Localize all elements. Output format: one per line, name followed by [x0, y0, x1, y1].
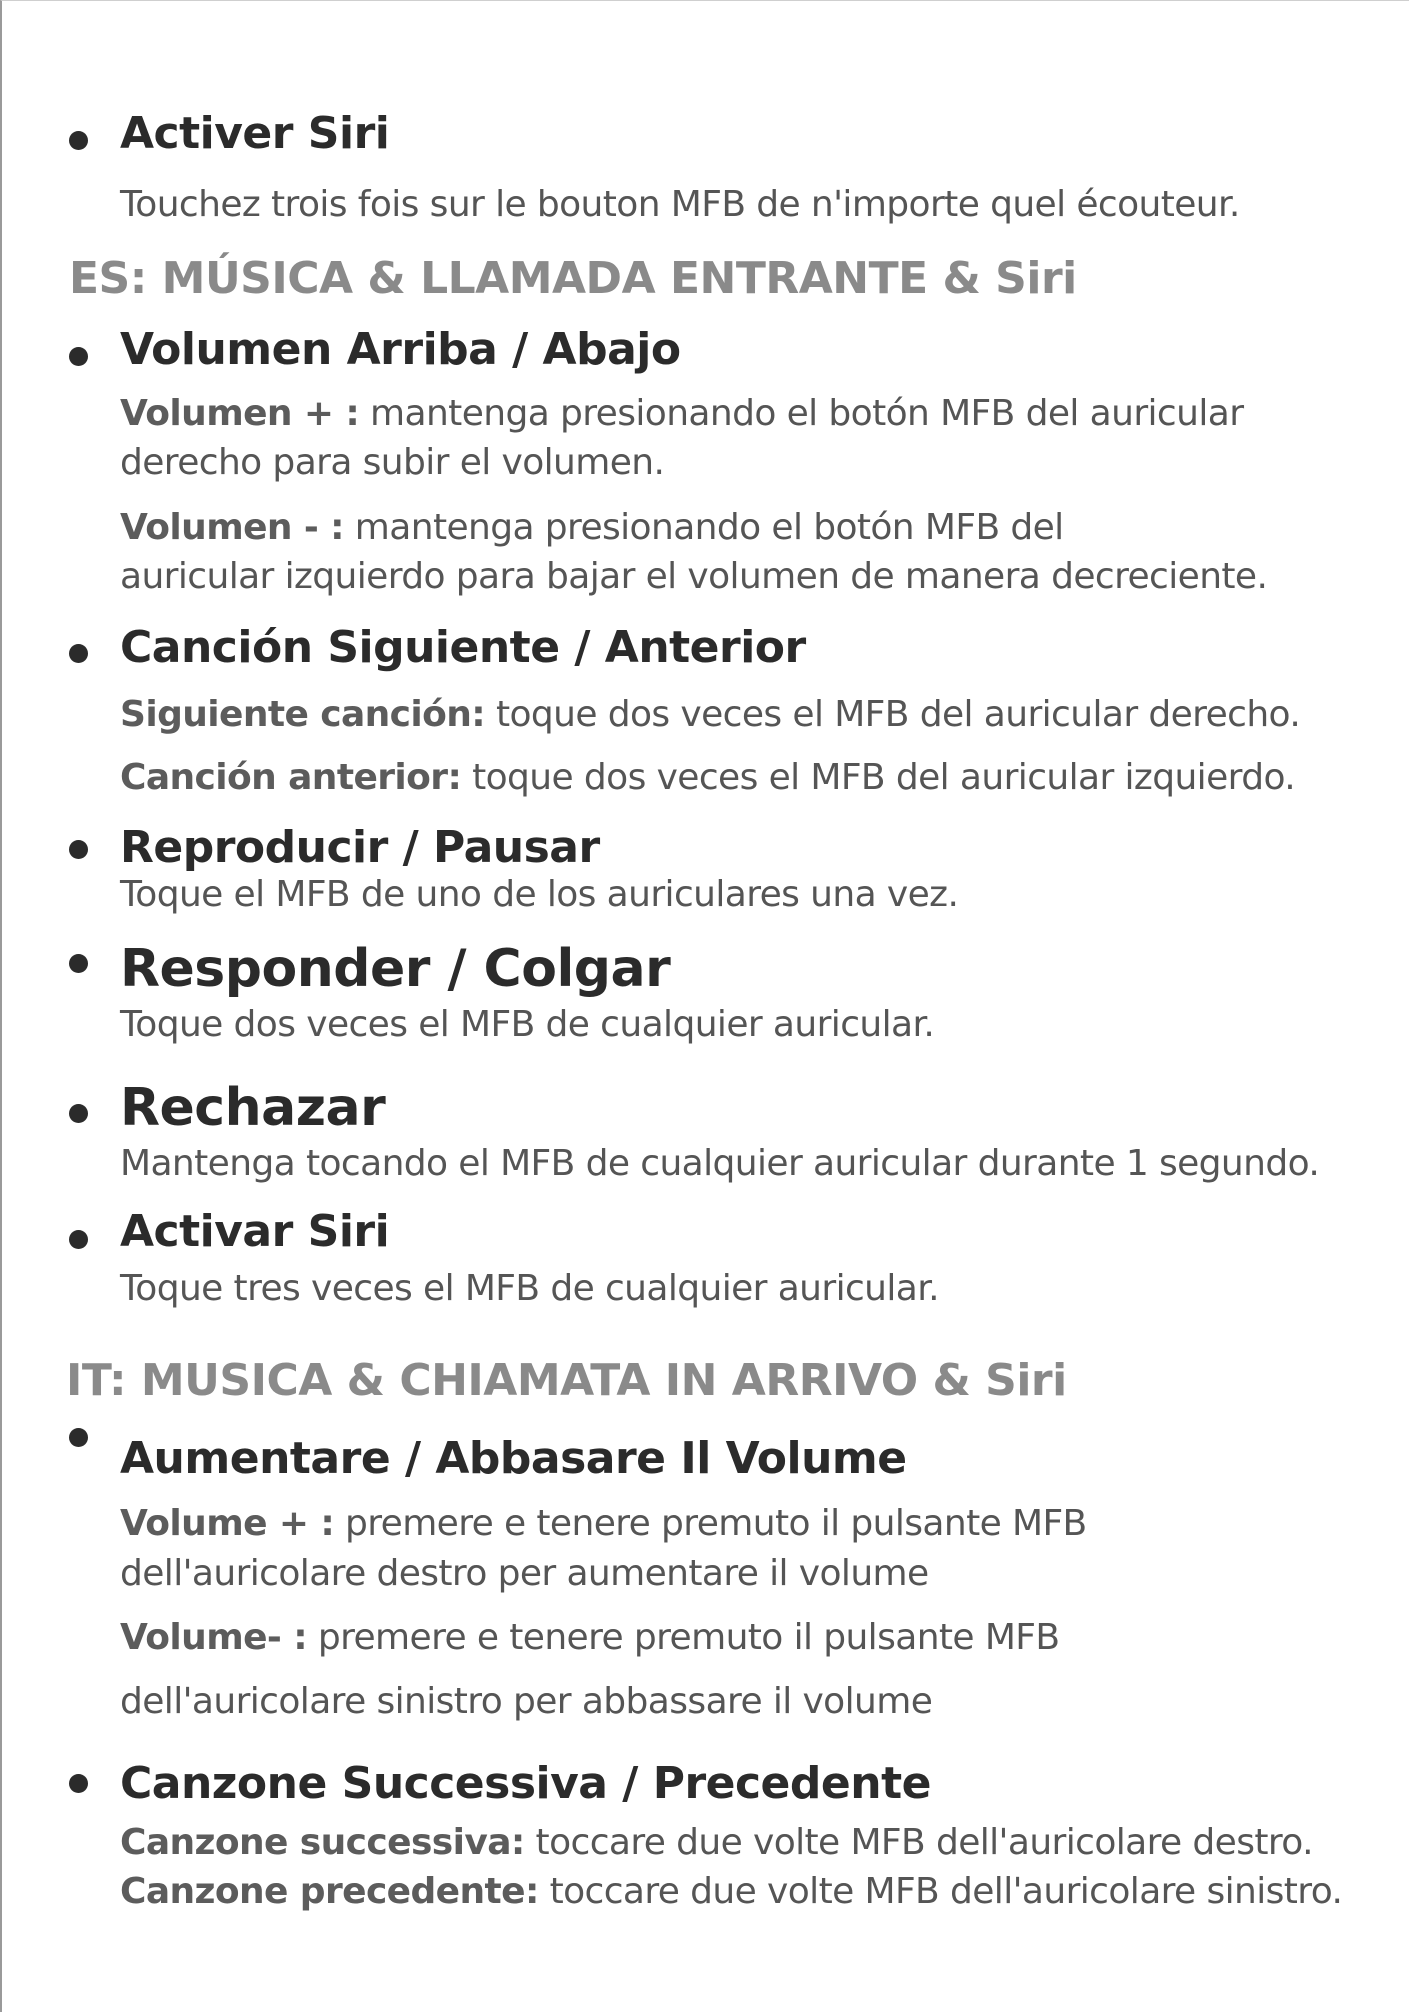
bullet-icon: [69, 954, 88, 973]
es-siri-desc: Toque tres veces el MFB de cualquier auricular.: [120, 1268, 939, 1309]
es-track-next: [120, 694, 1300, 735]
it-volume-down-label: Volume- :: [120, 1617, 307, 1658]
es-answer-desc: Toque dos veces el MFB de cualquier auricular.: [120, 1004, 935, 1045]
it-volume-up-line2: dell'auricolare destro per aumentare il volume: [120, 1553, 929, 1594]
es-reject-title: Rechazar: [120, 1078, 386, 1138]
it-section-title: IT: MUSICA & CHIAMATA IN ARRIVO & Siri: [66, 1355, 1067, 1406]
es-answer-title: Responder / Colgar: [120, 939, 671, 999]
es-volume-down-text: mantenga presionando el botón MFB del: [343, 507, 1064, 548]
es-reject-desc: Mantenga tocando el MFB de cualquier auricular durante 1 segundo.: [120, 1143, 1320, 1184]
it-volume-down-line1: [120, 1617, 1060, 1658]
es-volume-up-line1: [120, 393, 1243, 434]
es-track-next-label: Siguiente canción:: [120, 694, 486, 735]
it-track-next: [120, 1822, 1313, 1863]
es-volume-title: Volumen Arriba / Abajo: [120, 324, 681, 375]
es-track-prev-label: Canción anterior:: [120, 757, 462, 798]
bullet-icon: [69, 1428, 88, 1447]
fr-siri-title: Activer Siri: [120, 108, 390, 159]
it-volume-up-label: Volume + :: [120, 1503, 335, 1544]
bullet-icon: [69, 1230, 88, 1249]
it-track-title: Canzone Successiva / Precedente: [120, 1758, 931, 1809]
es-volume-down-label: Volumen - :: [120, 507, 344, 548]
es-siri-title: Activar Siri: [120, 1206, 390, 1257]
it-track-prev-label: Canzone precedente:: [120, 1871, 539, 1912]
es-section-title: ES: MÚSICA & LLAMADA ENTRANTE & Siri: [69, 253, 1077, 304]
it-volume-down-line2: dell'auricolare sinistro per abbassare il volume: [120, 1681, 933, 1722]
es-volume-up-label: Volumen + :: [120, 393, 360, 434]
es-volume-up-line2: derecho para subir el volumen.: [120, 442, 665, 483]
es-track-title: Canción Siguiente / Anterior: [120, 622, 806, 673]
bullet-icon: [69, 1104, 88, 1123]
es-play-desc: Toque el MFB de uno de los auriculares una vez.: [120, 874, 959, 915]
it-track-next-label: Canzone successiva:: [120, 1822, 525, 1863]
es-play-title: Reproducir / Pausar: [120, 822, 600, 873]
fr-siri-desc: Touchez trois fois sur le bouton MFB de n'importe quel écouteur.: [120, 184, 1240, 225]
it-track-prev-text: toccare due volte MFB dell'auricolare sinistro.: [538, 1871, 1343, 1912]
it-volume-down-text: premere e tenere premuto il pulsante MFB: [307, 1617, 1060, 1658]
es-volume-down-line1: [120, 507, 1064, 548]
it-track-prev: [120, 1871, 1342, 1912]
it-volume-up-text: premere e tenere premuto il pulsante MFB: [334, 1503, 1087, 1544]
bullet-icon: [69, 1774, 88, 1793]
it-volume-up-line1: [120, 1503, 1087, 1544]
it-volume-title: Aumentare / Abbasare Il Volume: [120, 1433, 907, 1484]
es-track-next-text: toque dos veces el MFB del auricular derecho.: [485, 694, 1301, 735]
bullet-icon: [69, 131, 88, 150]
es-volume-down-line2: auricular izquierdo para bajar el volumen de manera decreciente.: [120, 556, 1268, 597]
bullet-icon: [69, 644, 88, 663]
bullet-icon: [69, 840, 88, 859]
es-track-prev: [120, 757, 1295, 798]
bullet-icon: [69, 347, 88, 366]
es-volume-up-text: mantenga presionando el botón MFB del auricular: [359, 393, 1244, 434]
it-track-next-text: toccare due volte MFB dell'auricolare destro.: [524, 1822, 1313, 1863]
es-track-prev-text: toque dos veces el MFB del auricular izquierdo.: [461, 757, 1296, 798]
